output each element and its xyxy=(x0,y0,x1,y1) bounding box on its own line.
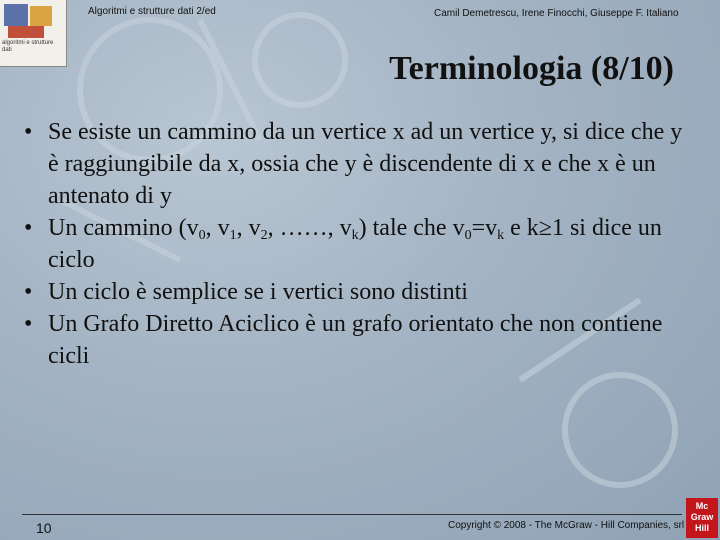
bullet-list xyxy=(24,116,694,372)
authors-header: Camil Demetrescu, Irene Finocchi, Giuseppe F. Italiano xyxy=(434,8,679,19)
book-cover-title: algoritmi e strutture dati xyxy=(2,40,54,53)
page-number: 10 xyxy=(36,520,52,536)
footer-divider xyxy=(22,514,682,515)
bullet-marker: • xyxy=(24,215,33,241)
bullet-marker: • xyxy=(24,119,33,145)
book-title-header: Algoritmi e strutture dati 2/ed xyxy=(88,6,216,17)
bullet-item xyxy=(24,116,694,212)
copyright-notice: Copyright © 2008 - The McGraw - Hill Companies, srl xyxy=(448,520,685,531)
bullet-text: Un cammino ($v_0$, $v_1$, $v_2$, ……, $v_k$) tale che $v_0=v_k$ e k≥1 si dice un ciclo xyxy=(48,215,662,273)
bullet-text: Un ciclo è semplice se i vertici sono distinti xyxy=(48,279,468,305)
bullet-marker: • xyxy=(24,311,33,337)
book-cover-image xyxy=(0,0,67,67)
bullet-item xyxy=(24,276,694,308)
bullet-item xyxy=(24,308,694,372)
bullet-text: Un Grafo Diretto Aciclico è un grafo orientato che non contiene cicli xyxy=(48,311,663,369)
bullet-text: Se esiste un cammino da un vertice x ad un vertice y, si dice che y è raggiungibile da x, ossia che y è discendente di x e che x è un antenato di y xyxy=(48,119,683,209)
bullet-item xyxy=(24,212,694,276)
bullet-marker: • xyxy=(24,279,33,305)
slide-title: Terminologia (8/10) xyxy=(389,50,674,87)
mcgraw-hill-logo: Mc Graw Hill xyxy=(686,498,718,538)
